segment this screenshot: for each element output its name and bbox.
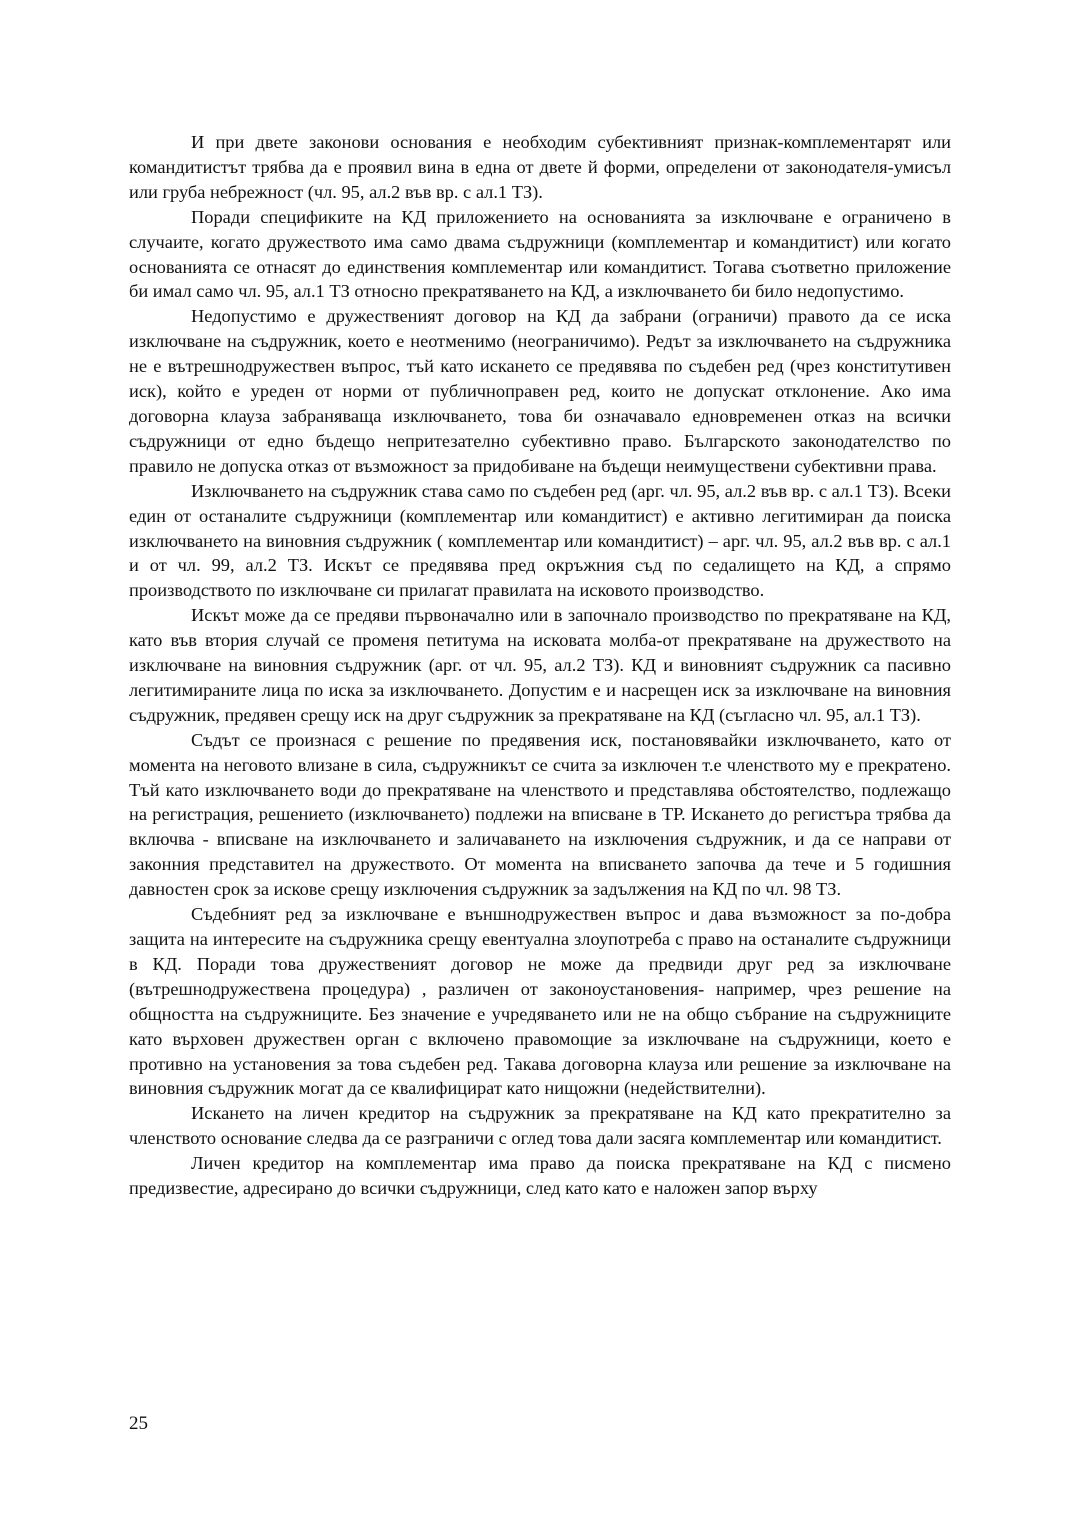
paragraph-5: Искът може да се предяви първоначално или в започнало производство по прекратяване на КД, като във втория случай се променя петитума на исковата молба-от прекратяване на дружеството на изключване на виновния съдружник (арг. от чл. 95, ал.2 ТЗ). КД и виновният съдружник са пасивно легитимираните лица по иска за изключването. Допустим е и насрещен иск за изключване на виновния съдружник, предявен срещу иск на друг съдружник за прекратяване на КД (съгласно чл. 95, ал.1 ТЗ).	[129, 605, 951, 725]
paragraph-6: Съдът се произнася с решение по предявения иск, постановявайки изключването, като от момента на неговото влизане в сила, съдружникът се счита за изключен т.е членството му е прекратено. Тъй като изключването води до прекратяване на членството и представлява обстоятелство, подлежащо на регистрация, решението (изключването) подлежи на вписване в ТР. Искането до регистъра трябва да включва - вписване на изключването и заличаването на изключения съдружник, и да се направи от законния представител на дружеството. От момента на вписването започва да тече и 5 годишния давностен срок за искове срещу изключения съдружник за задължения на КД по чл. 98 ТЗ.	[129, 729, 951, 900]
paragraph-2: Поради спецификите на КД приложението на основанията за изключване е ограничено в случаите, когато дружеството има само двама съдружници (комплементар и командитист) или когато основанията се отнасят до единствения комплементар или командитист. Тогава съответно приложение би имал само чл. 95, ал.1 ТЗ относно прекратяването на КД, а изключването би било недопустимо.	[129, 206, 951, 302]
paragraph-3: Недопустимо е дружественият договор на КД да забрани (ограничи) правото да се иска изключване на съдружник, което е неотменимо (неограничимо). Редът за изключването на съдружника не е вътрешнодружествен въпрос, тъй като искането се предявява по съдебен ред (чрез конститутивен иск), който е уреден от норми от публичноправен ред, които не допускат отклонение. Ако има договорна клауза забраняваща изключването, това би означавало едновременен отказ на всички съдружници от едно бъдещо непритезателно субективно право. Българското законодателство по правило не допуска отказ от възможност за придобиване на бъдещи неимуществени субективни права.	[129, 306, 951, 476]
paragraph-4: Изключването на съдружник става само по съдебен ред (арг. чл. 95, ал.2 във вр. с ал.1 ТЗ). Всеки един от останалите съдружници (комплементар или командитист) е активно легитимиран да поиска изключването на виновния съдружник ( комплементар или командитист) – арг. чл. 95, ал.2 във вр. с ал.1 и от чл. 99, ал.2 ТЗ. Искът се предявява пред окръжния съд по седалището на КД, а спрямо производството по изключване си прилагат правилата на исковото производство.	[129, 480, 951, 601]
paragraph-9: Личен кредитор на комплементар има право да поиска прекратяване на КД с писмено предизвестие, адресирано до всички съдружници, след като като е наложен запор върху	[129, 1153, 951, 1199]
paragraph-1: И при двете законови основания е необходим субективният признак-комплементарят или командитистът трябва да е проявил вина в една от двете й форми, определени от законодателя-умисъл или груба небрежност (чл. 95, ал.2 във вр. с ал.1 ТЗ).	[129, 132, 951, 202]
page-number: 25	[129, 1413, 148, 1434]
body-text	[129, 130, 951, 1201]
paragraph-8: Искането на личен кредитор на съдружник за прекратяване на КД като прекратително за членството основание следва да се разграничи с оглед това дали засяга комплементар или командитист.	[129, 1103, 951, 1149]
paragraph-7: Съдебният ред за изключване е външнодружествен въпрос и дава възможност за по-добра защита на интересите на съдружника срещу евентуална злоупотреба с право на останалите съдружници в КД. Поради това дружественият договор не може да предвиди друг ред за изключване (вътрешнодружествена процедура) , различен от законоустановения- например, чрез решение на общността на съдружниците. Без значение е учредяването или не на общо събрание на съдружниците като върховен дружествен орган с включено правомощие за изключване на съдружници, което е противно на установения за това съдебен ред. Такава договорна клауза или решение за изключване на виновния съдружник могат да се квалифицират като нищожни (недействителни).	[129, 904, 951, 1099]
